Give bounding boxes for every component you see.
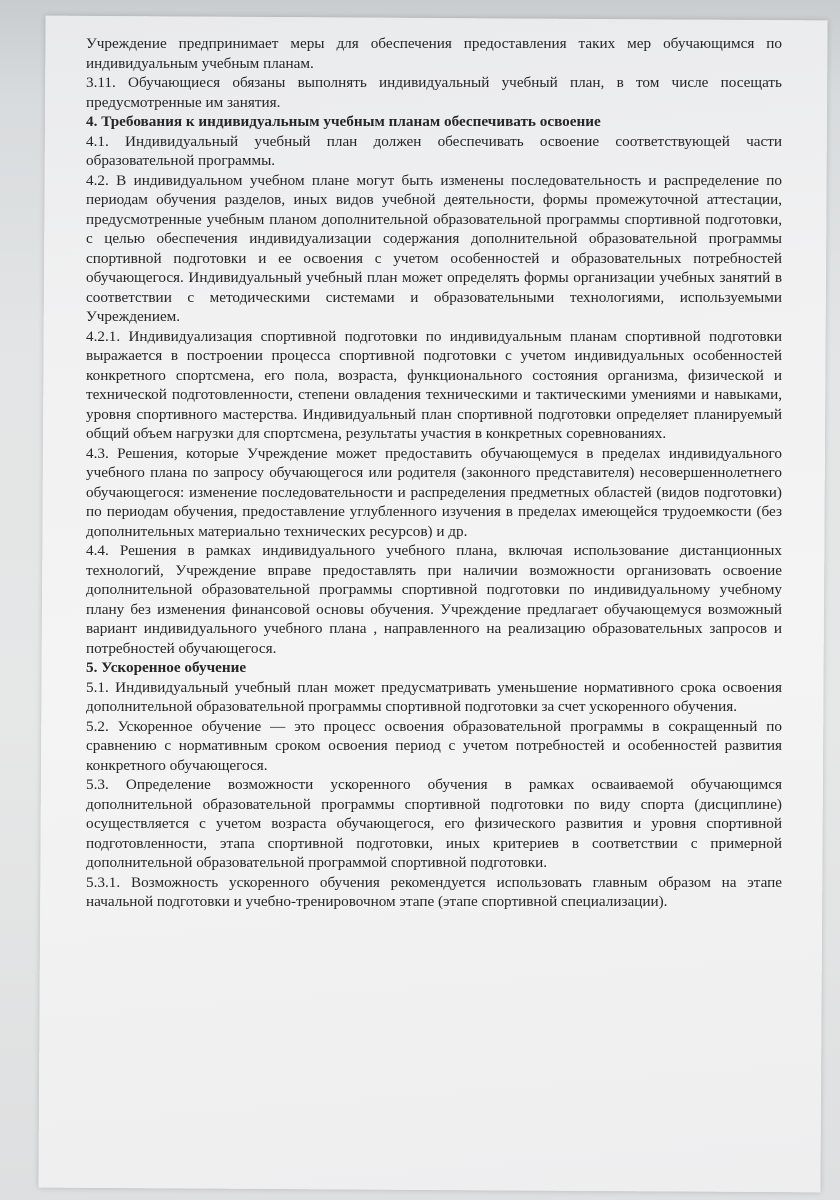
paragraph-4-1: 4.1. Индивидуальный учебный план должен обеспечивать освоение соответствующей части образовательной программы.: [86, 132, 782, 169]
section-5-heading: 5. Ускоренное обучение: [86, 659, 247, 676]
paragraph-5-3: 5.3. Определение возможности ускоренного обучения в рамках осваиваемой обучающимся дополнительной образовательной программы спортивной подготовки по виду спорта (дисциплине) осуществляется с учетом возраста обучающегося, его физического развития и уровня спортивной подготовленности, этапа спортивной подготовки, иных критериев в соответствии с примерной дополнительной образовательной программой спортивной подготовки.: [86, 776, 782, 871]
document-body: [86, 34, 782, 912]
paragraph-4-3: 4.3. Решения, которые Учреждение может предоставить обучающемуся в пределах индивидуального учебного плана по запросу обучающегося или родителя (законного представителя) несовершеннолетнего обучающегося: изменение последовательности и распределения предметных областей (видов подготовки) по периодам обучения, предоставление углубленного изучения в пределах имеющейся трудоемкости (без дополнительных материально технических ресурсов) и др.: [86, 444, 782, 540]
paragraph-4-4: 4.4. Решения в рамках индивидуального учебного плана, включая использование дистанционных технологий, Учреждение вправе предоставлять при наличии возможности организовать освоение дополнительной образовательной программы спортивной подготовки по индивидуальному учебному плану без изменения финансовой основы обучения. Учреждение предлагает обучающемуся возможный вариант индивидуального учебного плана , направленного на реализацию образовательных запросов и потребностей обучающегося.: [86, 542, 782, 657]
paragraph-4-2: 4.2. В индивидуальном учебном плане могут быть изменены последовательность и распределение по периодам обучения разделов, иных видов учебной деятельности, формы промежуточной аттестации, предусмотренные учебным планом дополнительной образовательной программы спортивной подготовки, с целью обеспечения индивидуализации содержания дополнительной образовательной программы спортивной подготовки и ее освоения с учетом особенностей и образовательных потребностей обучающегося. Индивидуальный учебный план может определять формы организации учебных занятий в соответствии с методическими системами и образовательными технологиями, используемыми Учреждением.: [86, 171, 782, 325]
paragraph-5-1: 5.1. Индивидуальный учебный план может предусматривать уменьшение нормативного срока освоения дополнительной образовательной программы спортивной подготовки за счет ускоренного обучения.: [86, 678, 782, 715]
paragraph-5-2: 5.2. Ускоренное обучение — это процесс освоения образовательной программы в сокращенный по сравнению с нормативным сроком освоения период с учетом потребностей и особенностей развития конкретного обучающегося.: [86, 717, 782, 774]
paragraph-4-2-1: 4.2.1. Индивидуализация спортивной подготовки по индивидуальным планам спортивной подготовки выражается в построении процесса спортивной подготовки с учетом индивидуальных особенностей конкретного спортсмена, его пола, возраста, функционального состояния организма, физической и технической подготовленности, степени овладения техническими и тактическими умениями и навыками, уровня спортивного мастерства. Индивидуальный план спортивной подготовки определяет планируемый общий объем нагрузки для спортсмена, результаты участия в конкретных соревнованиях.: [86, 327, 782, 442]
paragraph-5-3-1: 5.3.1. Возможность ускоренного обучения рекомендуется использовать главным образом на этапе начальной подготовки и учебно-тренировочном этапе (этапе спортивной специализации).: [86, 873, 782, 910]
paragraph-3-11: 3.11. Обучающиеся обязаны выполнять индивидуальный учебный план, в том числе посещать предусмотренные им занятия.: [86, 74, 782, 111]
paragraph-3-10-cont: Учреждение предпринимает меры для обеспечения предоставления таких мер обучающимся по индивидуальным учебным планам.: [86, 35, 782, 72]
section-4-heading: 4. Требования к индивидуальным учебным планам обеспечивать освоение: [86, 113, 601, 130]
